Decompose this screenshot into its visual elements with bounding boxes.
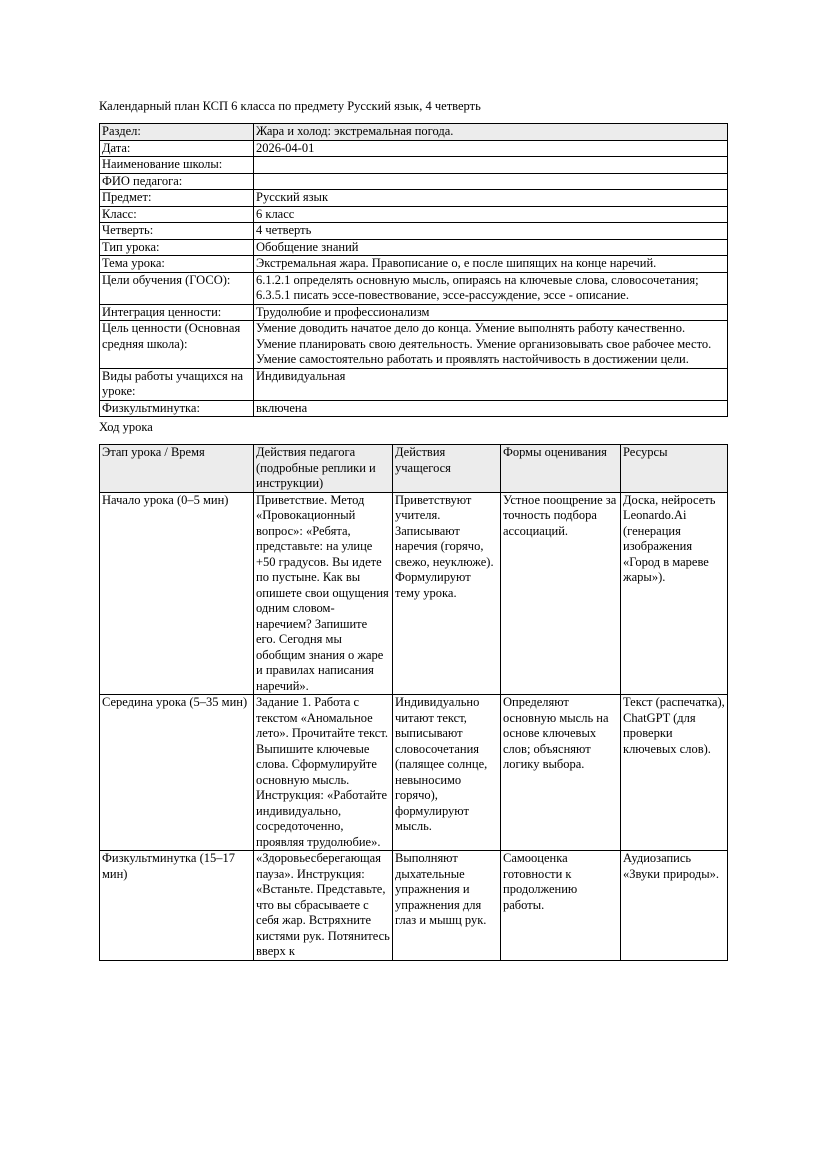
- info-label-cell: Физкультминутка:: [100, 400, 254, 417]
- info-value-cell: 4 четверть: [254, 223, 728, 240]
- lesson-table: [99, 444, 728, 961]
- info-label-cell: Раздел:: [100, 124, 254, 141]
- document-title: Календарный план КСП 6 класса по предмету Русский язык, 4 четверть: [99, 99, 481, 113]
- info-label-cell: ФИО педагога:: [100, 173, 254, 190]
- info-label-cell: Класс:: [100, 206, 254, 223]
- info-value-cell: Умение доводить начатое дело до конца. Умение выполнять работу качественно. Умение планировать свою деятельность. Умение организовывать свое рабочее место. Умение самостоятельно работать и проявлять настойчивость в достижении цели.: [254, 321, 728, 369]
- info-label-cell: Дата:: [100, 140, 254, 157]
- info-value-cell: Экстремальная жара. Правописание о, е после шипящих на конце наречий.: [254, 256, 728, 273]
- info-value-cell: 6 класс: [254, 206, 728, 223]
- student-actions-cell: Индивидуально читают текст, выписывают словосочетания (палящее солнце, невыносимо горячо), формулируют мысль.: [393, 695, 501, 851]
- stage-cell: Середина урока (5–35 мин): [100, 695, 254, 851]
- info-row: [100, 239, 728, 256]
- header-cell-assessment: Формы оценивания: [501, 445, 621, 493]
- info-row: [100, 321, 728, 369]
- assessment-cell: Устное поощрение за точность подбора ассоциаций.: [501, 492, 621, 695]
- header-cell-stage: Этап урока / Время: [100, 445, 254, 493]
- stage-cell: Физкультминутка (15–17 мин): [100, 851, 254, 961]
- info-value-cell: включена: [254, 400, 728, 417]
- info-label-cell: Цели обучения (ГОСО):: [100, 272, 254, 304]
- resources-cell: Аудиозапись «Звуки природы».: [621, 851, 728, 961]
- info-value-cell: 6.1.2.1 определять основную мысль, опираясь на ключевые слова, словосочетания; 6.3.5.1 писать эссе-повествование, эссе-рассуждение, эссе - описание.: [254, 272, 728, 304]
- lesson-flow-heading: Ход урока: [99, 420, 153, 434]
- info-value-cell: Трудолюбие и профессионализм: [254, 304, 728, 321]
- info-row: [100, 368, 728, 400]
- info-label-cell: Интеграция ценности:: [100, 304, 254, 321]
- info-row: [100, 223, 728, 240]
- assessment-cell: Самооценка готовности к продолжению работы.: [501, 851, 621, 961]
- teacher-actions-cell: Задание 1. Работа с текстом «Аномальное лето». Прочитайте текст. Выпишите ключевые слова. Сформулируйте основную мысль. Инструкция: «Работайте индивидуально, сосредоточенно, проявляя трудолюбие».: [254, 695, 393, 851]
- student-actions-cell: Приветствуют учителя. Записывают наречия (горячо, свежо, неуклюже). Формулируют тему урока.: [393, 492, 501, 695]
- info-label-cell: Наименование школы:: [100, 157, 254, 174]
- header-cell-student-actions: Действия учащегося: [393, 445, 501, 493]
- info-table: [99, 123, 728, 417]
- info-label-cell: Тема урока:: [100, 256, 254, 273]
- lesson-row-middle: [100, 695, 728, 851]
- header-cell-teacher-actions: Действия педагога (подробные реплики и инструкции): [254, 445, 393, 493]
- resources-cell: Текст (распечатка), ChatGPT (для проверки ключевых слов).: [621, 695, 728, 851]
- info-label-cell: Тип урока:: [100, 239, 254, 256]
- info-value-cell: [254, 157, 728, 174]
- lesson-row-break: [100, 851, 728, 961]
- info-row: [100, 173, 728, 190]
- resources-cell: Доска, нейросеть Leonardo.Ai (генерация изображения «Город в мареве жары»).: [621, 492, 728, 695]
- lesson-header-row: [100, 445, 728, 493]
- info-value-cell: Обобщение знаний: [254, 239, 728, 256]
- info-value-cell: [254, 173, 728, 190]
- info-row: [100, 190, 728, 207]
- info-row: [100, 157, 728, 174]
- teacher-actions-cell: Приветствие. Метод «Провокационный вопрос»: «Ребята, представьте: на улице +50 градусов. Вы идете по пустыне. Как вы опишете свои ощущения одним словом-наречием? Запишите его. Сегодня мы обобщим знания о жаре и правилах написания наречий».: [254, 492, 393, 695]
- info-value-cell: Индивидуальная: [254, 368, 728, 400]
- info-value-cell: 2026-04-01: [254, 140, 728, 157]
- info-row: [100, 272, 728, 304]
- info-row: [100, 256, 728, 273]
- info-row: [100, 206, 728, 223]
- info-value-cell: Жара и холод: экстремальная погода.: [254, 124, 728, 141]
- info-label-cell: Цель ценности (Основная средняя школа):: [100, 321, 254, 369]
- info-row: [100, 304, 728, 321]
- teacher-actions-cell: «Здоровьесберегающая пауза». Инструкция: «Встаньте. Представьте, что вы сбрасываете с себя жар. Встряхните кистями рук. Потянитесь вверх к: [254, 851, 393, 961]
- info-row: [100, 124, 728, 141]
- assessment-cell: Определяют основную мысль на основе ключевых слов; объясняют логику выбора.: [501, 695, 621, 851]
- info-row: [100, 400, 728, 417]
- info-label-cell: Предмет:: [100, 190, 254, 207]
- info-value-cell: Русский язык: [254, 190, 728, 207]
- info-label-cell: Четверть:: [100, 223, 254, 240]
- info-label-cell: Виды работы учащихся на уроке:: [100, 368, 254, 400]
- header-cell-resources: Ресурсы: [621, 445, 728, 493]
- lesson-row-start: [100, 492, 728, 695]
- document-page: [99, 99, 727, 961]
- info-row: [100, 140, 728, 157]
- stage-cell: Начало урока (0–5 мин): [100, 492, 254, 695]
- student-actions-cell: Выполняют дыхательные упражнения и упражнения для глаз и мышц рук.: [393, 851, 501, 961]
